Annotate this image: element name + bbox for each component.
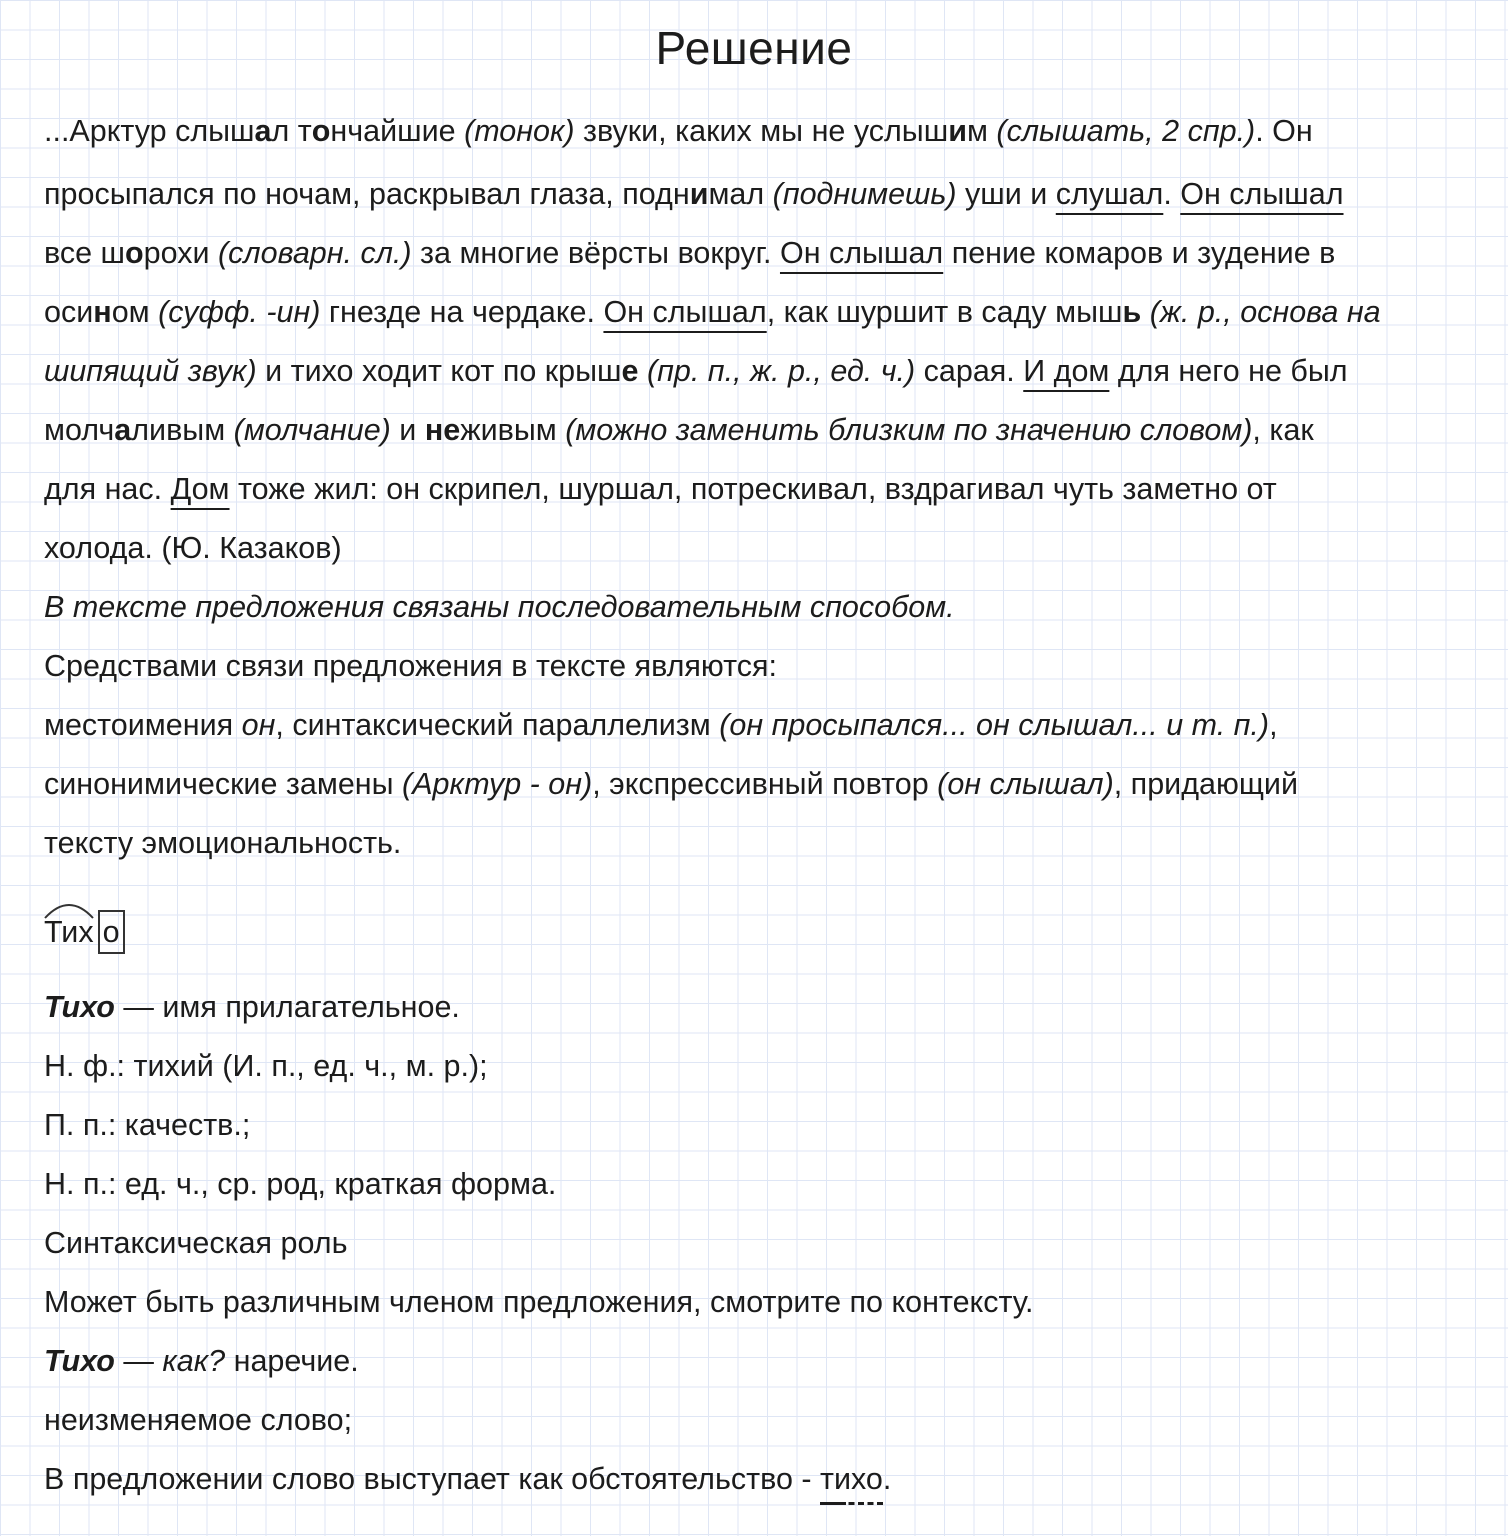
underlined-phrase: слушал [1055,177,1164,211]
text-fragment: для него не был [1109,354,1348,388]
text-line-13: тексту эмоциональность. [44,826,402,860]
question-word: как? [162,1344,226,1378]
text-fragment: молч [44,413,115,447]
explanation-note: (он просыпался... он слышал... и т. п.) [719,708,1270,742]
text-line-12 [44,764,1298,804]
text-fragment: ом [111,295,159,329]
text-fragment: л т [271,114,312,148]
text-fragment: и [390,413,425,447]
highlighted-letter: а [254,114,272,148]
text-fragment [638,354,646,388]
morpheme-root-text: Тих [44,915,94,949]
highlighted-letter: о [125,236,144,270]
text-fragment: — [114,1344,163,1378]
text-line-10: Средствами связи предложения в тексте являются: [44,649,777,683]
text-fragment: синонимические замены [44,767,403,801]
analysis-line-2: Н. ф.: тихий (И. п., ед. ч., м. р.); [44,1049,488,1083]
highlighted-letter: о [311,114,331,148]
text-fragment: , как [1252,413,1314,447]
morpheme-ending: о [98,910,125,954]
text-fragment: и тихо ходит кот по крыш [256,354,622,388]
text-fragment: звуки, каких мы не услыш [574,114,949,148]
highlighted-letter: н [93,295,112,329]
text-line-3 [44,233,1335,273]
text-fragment: сарая. [915,354,1024,388]
text-fragment: уши и [956,177,1056,211]
text-fragment: . [1163,177,1181,211]
analyzed-word: Тихо [44,1344,115,1378]
analysis-line-5: Синтаксическая роль [44,1226,348,1260]
morphemic-parse [44,910,125,954]
explanation-note: (он слышал) [937,767,1114,801]
highlighted-letter: а [114,413,132,447]
analysis-line-7 [44,1341,359,1381]
text-fragment: . Он [1255,114,1313,148]
text-fragment: , [1269,708,1278,742]
root-arc-icon [42,898,96,920]
text-line-9: В тексте предложения связаны последовательным способом. [44,590,955,624]
underlined-phrase: И дом [1023,354,1110,388]
text-fragment: ...Арктур слыш [44,114,255,148]
explanation-note: (поднимешь) [772,177,957,211]
underlined-phrase: Он слышал [1180,177,1344,211]
text-fragment: местоимения [44,708,242,742]
text-fragment: мал [708,177,773,211]
analysis-line-9 [44,1459,891,1499]
explanation-note: (слышать, 2 спр.) [996,114,1256,148]
text-fragment: тоже жил: он скрипел, шуршал, потрескивал, вздрагивал чуть заметно от [229,472,1277,506]
text-fragment: м [966,114,997,148]
text-fragment: , экспрессивный повтор [592,767,938,801]
analysis-line-8: неизменяемое слово; [44,1403,353,1437]
text-fragment [1141,295,1149,329]
text-fragment: оси [44,295,94,329]
underlined-phrase: Он слышал [779,236,944,270]
explanation-note: (пр. п., ж. р., ед. ч.) [646,354,916,388]
text-line-11 [44,705,1278,745]
text-fragment: гнезде на чердаке. [320,295,604,329]
text-fragment: пение комаров и зудение в [943,236,1336,270]
text-fragment: , придающий [1113,767,1299,801]
analysis-line-4: Н. п.: ед. ч., ср. род, краткая форма. [44,1167,557,1201]
highlighted-letter: е [621,354,639,388]
explanation-note: (словарн. сл.) [218,236,412,270]
explanation-note: (можно заменить близким по значению словом) [565,413,1253,447]
text-fragment: , синтаксический параллелизм [275,708,720,742]
text-fragment: В предложении слово выступает как обстоятельство - [44,1462,821,1496]
text-line-6 [44,410,1314,450]
analyzed-word: Тихо [44,990,115,1024]
text-line-5 [44,351,1348,391]
text-fragment: наречие. [225,1344,359,1378]
analysis-line-6: Может быть различным членом предложения, смотрите по контексту. [44,1285,1034,1319]
explanation-note: шипящий звук) [44,354,257,388]
text-line-4 [44,292,1381,332]
morpheme-root [44,912,94,952]
explanation-note: (суфф. -ин) [158,295,321,329]
text-fragment: для нас. [44,472,171,506]
underlined-phrase: Он слышал [603,295,767,329]
analysis-line-3: П. п.: качеств.; [44,1108,251,1142]
text-fragment: за многие вёрсты вокруг. [411,236,780,270]
text-fragment: . [882,1462,892,1496]
text-fragment: , как шуршит в саду мыш [766,295,1123,329]
text-fragment: все ш [44,236,126,270]
explanation-note: он [241,708,276,742]
highlighted-letter: не [424,413,461,447]
text-line-1 [44,111,1313,151]
text-line-2 [44,174,1344,214]
explanation-note: (тонок) [464,114,575,148]
text-line-8: холода. (Ю. Казаков) [44,531,342,565]
text-fragment: рохи [143,236,218,270]
text-fragment: просыпался по ночам, раскрывал глаза, подн [44,177,690,211]
explanation-note: (ж. р., основа на [1149,295,1381,329]
text-fragment: живым [460,413,566,447]
text-fragment: ливым [131,413,234,447]
page-title: Решение [655,22,853,74]
analysis-line-1 [44,987,460,1027]
explanation-note: (Арктур - он) [402,767,593,801]
underlined-phrase: Дом [170,472,230,506]
text-fragment: нчайшие [330,114,465,148]
adverbial-underlined-word: тихо [820,1459,883,1499]
explanation-note: (молчание) [233,413,391,447]
highlighted-letter: и [948,114,967,148]
text-fragment: — имя прилагательное. [114,990,460,1024]
text-line-7 [44,469,1277,509]
highlighted-letter: ь [1122,295,1142,329]
highlighted-letter: и [689,177,709,211]
